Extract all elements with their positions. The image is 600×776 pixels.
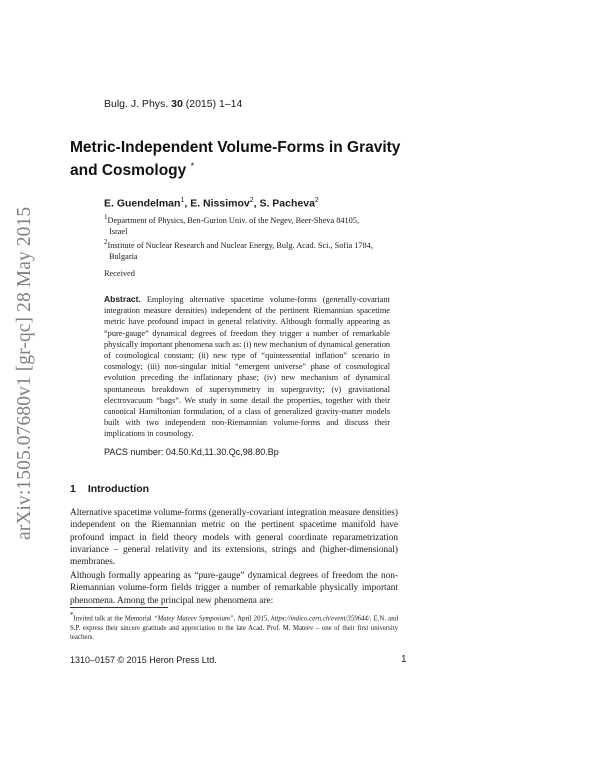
footnote-text: Invited talk at the Memorial — [73, 615, 154, 623]
affiliation-country: Bulgaria — [109, 252, 138, 262]
journal-prefix: Bulg. J. Phys. — [104, 98, 172, 110]
paper-title — [70, 138, 450, 180]
affiliation-line: Department of Physics, Ben-Gurion Univ. of the Negev, Beer-Sheva 84105, — [107, 215, 360, 225]
footnote-rule — [70, 607, 168, 608]
pacs-number: PACS number: 04.50.Kd,11.30.Qc,98.80.Bp — [104, 447, 279, 457]
section-number: 1 — [70, 483, 76, 495]
copyright-line: 1310–0157 © 2015 Heron Press Ltd. — [70, 655, 217, 665]
affiliation-country: Israel — [109, 227, 128, 237]
abstract-text: Employing alternative spacetime volume-forms (generally-covariant integration measure densities) independent of the pertinent Riemannian spacetime metric have profound impact in general relativity. Although formally appearing as “pure-gauge” dynamical degrees of freedom they trigger a number of remarkable physically important phenomena such as: (i) new mechanism of dynamical generation of cosmological constant; (ii) new type of “quintessential inflation” scenario in cosmology; (iii) non-singular initial “emergent universe” phase of cosmological evolution preceding the inflationary phase; (iv) new mechanism of dynamical spontaneous breakdown of supersymmetry in supergravity; (v) gravitational electrovacuum “bags”. We study in some detail the properties, together with their canonical Hamiltonian formulation, of a class of generalized gravity-matter models built with two independent non-Riemannian volume-forms and discuss their implications in cosmology. — [104, 295, 390, 439]
journal-suffix: (2015) 1–14 — [182, 98, 243, 110]
affiliation-2 — [104, 237, 394, 263]
title-footnote-mark: * — [190, 161, 195, 171]
footnote — [70, 611, 398, 642]
page-number: 1 — [401, 654, 407, 665]
author-list: E. Guendelman$^1$, E. Nissimov$^2$, S. Pacheva$^2$ — [104, 197, 319, 210]
abstract-label: Abstract. — [104, 294, 141, 304]
footnote-event: “Matey Mateev Symposium” — [153, 615, 234, 623]
author-affiliation-mark: 2 — [314, 197, 319, 204]
footnote-url-link[interactable]: https://indico.cern.ch/event/359644/ — [271, 615, 370, 623]
footnote-mark: * — [70, 611, 74, 619]
author-name: S. Pacheva — [259, 197, 315, 210]
author-affiliation-mark: 1 — [180, 197, 185, 204]
journal-reference — [104, 98, 242, 110]
body-paragraph: Although formally appearing as “pure-gauge” dynamical degrees of freedom the non-Riemannian volume-form fields trigger a number of remarkable physically important phenomena. Among the principal new phenomena are: — [70, 571, 398, 606]
author-affiliation-mark: 2 — [249, 197, 254, 204]
abstract — [104, 294, 390, 440]
arxiv-stamp: arXiv:1505.07680v1 [gr-qc] 28 May 2015 — [14, 206, 35, 540]
footnote-text: . E.N. and S.P. express their sincere gratitude and appreciation to the late Acad. Prof. M. Mateev – one of their first university teachers. — [70, 615, 399, 641]
author-name: E. Guendelman — [104, 197, 181, 210]
footnote-text: , April 2015, — [233, 615, 272, 623]
affiliation-mark: 2 — [104, 238, 108, 246]
section-title: Introduction — [87, 483, 150, 495]
affiliation-mark: 1 — [104, 213, 108, 221]
body-paragraph: Alternative spacetime volume-forms (generally-covariant integration measure densities) independent on the Riemannian metric on the pertinent spacetime manifold have profound impact in field theory models with general coordinate reparametrization invariance – general relativity and its extensions, strings and (higher-dimensional) membranes. — [70, 508, 398, 568]
title-line-2: and Cosmology — [70, 162, 187, 179]
received-line: Received — [104, 269, 135, 278]
affiliation-1 — [104, 212, 394, 238]
affiliation-line: Institute of Nuclear Research and Nuclear Energy, Bulg. Acad. Sci., Sofia 1784, — [107, 240, 373, 250]
section-heading — [70, 483, 149, 495]
journal-volume: 30 — [171, 98, 183, 110]
title-line-1: Metric-Independent Volume-Forms in Gravity — [70, 139, 401, 156]
author-name: E. Nissimov — [190, 197, 250, 210]
